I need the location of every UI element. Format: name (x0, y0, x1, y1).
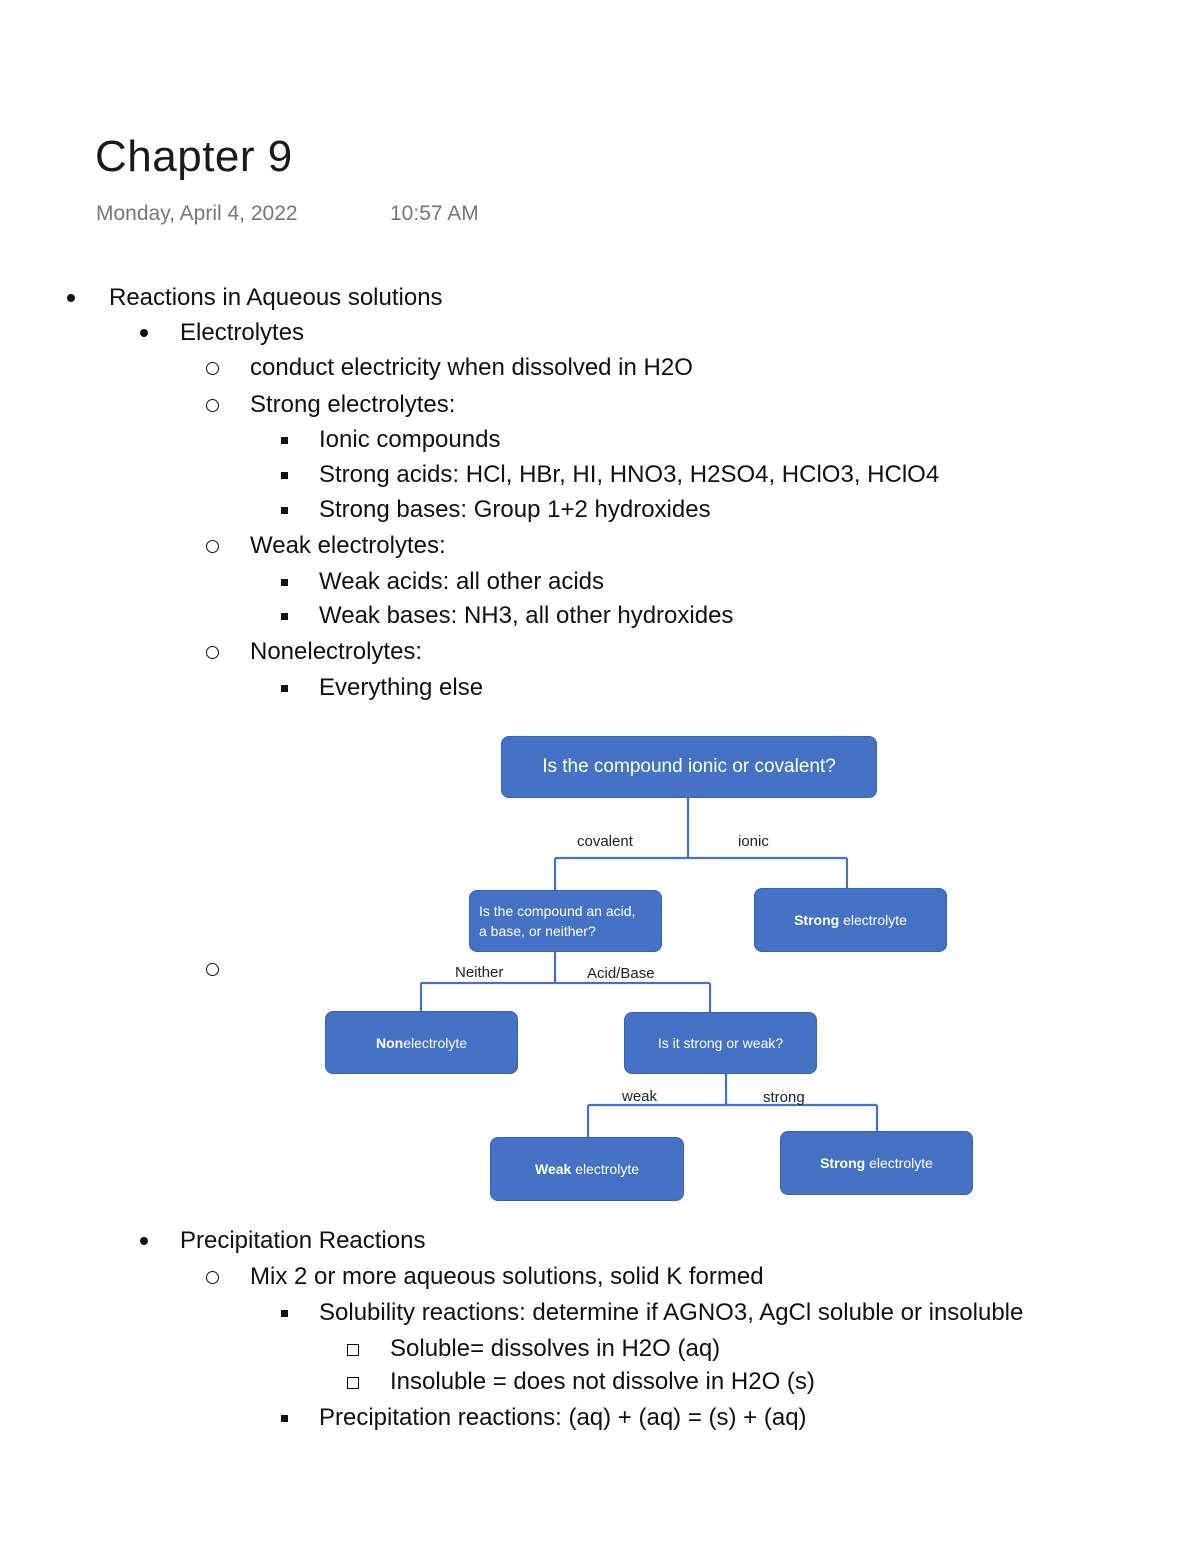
disc-bullet-icon (140, 318, 148, 337)
disc-bullet-icon (140, 1226, 148, 1245)
weak-electrolyte-box (490, 1137, 684, 1201)
square-bullet-icon (281, 1298, 288, 1317)
square-bullet-icon (281, 495, 288, 514)
strong-electrolyte-box-1 (754, 888, 947, 952)
list-item: Weak bases: NH3, all other hydroxides (319, 602, 734, 629)
question-acid-base-box (469, 890, 662, 952)
nonelectrolyte-bold: Non (375, 1034, 404, 1051)
strong-electrolyte-box-2 (780, 1131, 973, 1195)
strong-electrolyte-1-rest: electrolyte (839, 912, 907, 928)
list-item: Ionic compounds (319, 426, 501, 453)
list-item: Nonelectrolytes: (250, 638, 423, 665)
square-bullet-icon (281, 425, 288, 444)
list-item: Insoluble = does not dissolve in H2O (s) (390, 1368, 815, 1395)
nonelectrolyte-box (325, 1011, 518, 1074)
box-bullet-icon (347, 1334, 359, 1356)
square-bullet-icon (281, 1403, 288, 1422)
question-strong-weak-box (624, 1012, 817, 1074)
page-time: 10:57 AM (390, 202, 479, 225)
list-item: Precipitation Reactions (180, 1227, 426, 1254)
edge-label-ionic: ionic (738, 833, 769, 850)
page-title: Chapter 9 (95, 132, 293, 181)
weak-electrolyte-bold: Weak (534, 1161, 572, 1177)
list-item: Everything else (319, 674, 484, 701)
disc-bullet-icon (67, 283, 75, 302)
edge-label-strong: strong (763, 1089, 805, 1106)
strong-electrolyte-2-rest: electrolyte (865, 1155, 933, 1171)
list-item: Solubility reactions: determine if AGNO3, AgCl soluble or insoluble (319, 1299, 1024, 1326)
circle-bullet-icon (206, 353, 219, 375)
list-item: Mix 2 or more aqueous solutions, solid K formed (250, 1263, 764, 1290)
weak-electrolyte-rest: electrolyte (571, 1161, 640, 1177)
strong-electrolyte-2-bold: Strong (820, 1155, 866, 1171)
question-acid-base-line2: a base, or neither? (479, 923, 596, 939)
nonelectrolyte-rest: electrolyte (403, 1034, 468, 1051)
circle-bullet-icon (206, 1262, 219, 1284)
edge-label-neither: Neither (455, 964, 504, 981)
circle-bullet-icon (206, 390, 219, 412)
square-bullet-icon (281, 601, 288, 620)
edge-label-covalent: covalent (577, 833, 633, 850)
list-item: Precipitation reactions: (aq) + (aq) = (s) + (aq) (319, 1404, 807, 1431)
question-ionic-covalent-text: Is the compound ionic or covalent? (542, 756, 836, 777)
circle-bullet-icon (206, 531, 219, 553)
edge-label-acid-base: Acid/Base (587, 965, 655, 982)
list-item: Strong electrolytes: (250, 391, 456, 418)
square-bullet-icon (281, 567, 288, 586)
square-bullet-icon (281, 460, 288, 479)
square-bullet-icon (281, 673, 288, 692)
circle-bullet-icon (206, 637, 219, 659)
list-item: conduct electricity when dissolved in H2O (250, 354, 693, 381)
list-item: Strong acids: HCl, HBr, HI, HNO3, H2SO4, HClO3, HClO4 (319, 461, 940, 488)
box-bullet-icon (347, 1367, 359, 1389)
list-item: Reactions in Aqueous solutions (109, 284, 443, 311)
edge-label-weak: weak (622, 1088, 658, 1105)
list-item: Weak electrolytes: (250, 532, 446, 559)
list-item: Strong bases: Group 1+2 hydroxides (319, 496, 711, 523)
circle-bullet-icon (206, 954, 219, 976)
list-item: Electrolytes (180, 319, 305, 346)
list-item: Weak acids: all other acids (319, 568, 605, 595)
question-strong-weak-text: Is it strong or weak? (657, 1035, 784, 1051)
strong-electrolyte-1-bold: Strong (794, 912, 840, 928)
question-ionic-covalent-box (501, 736, 877, 798)
question-acid-base-line1: Is the compound an acid, (479, 903, 636, 919)
page-date: Monday, April 4, 2022 (96, 202, 298, 225)
list-item: Soluble= dissolves in H2O (aq) (390, 1335, 721, 1362)
